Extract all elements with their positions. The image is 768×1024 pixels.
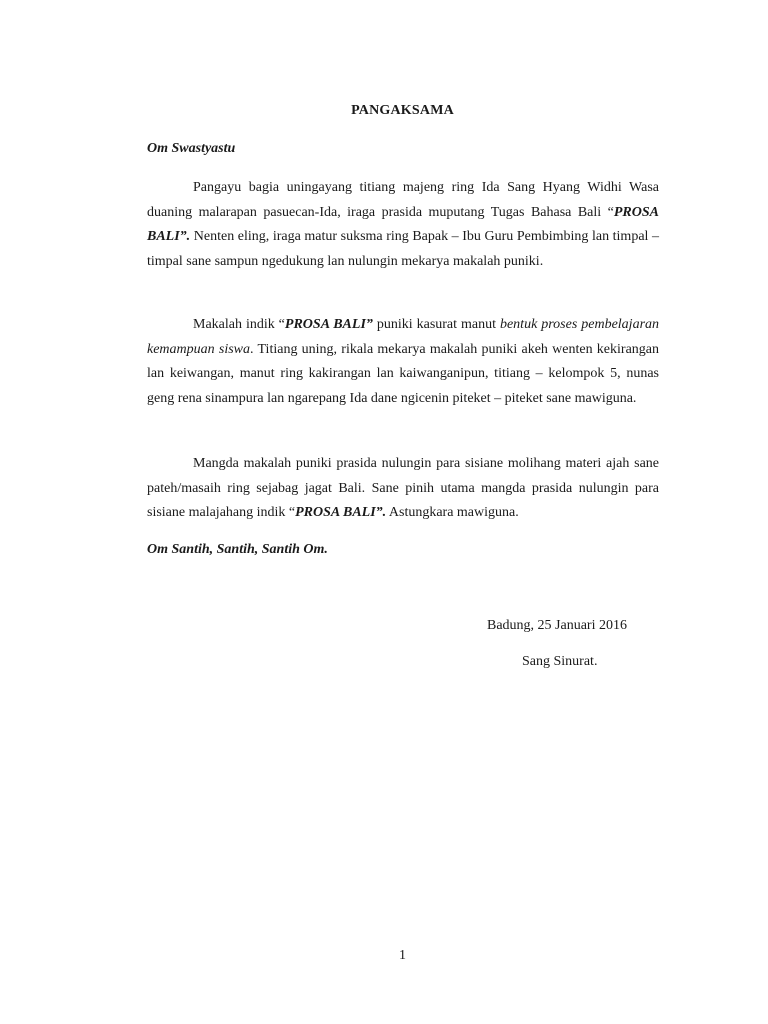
paragraph-2 (147, 313, 659, 411)
paragraph-2-text-end: . Titiang uning, rikala mekarya makalah puniki akeh wenten kekirangan lan keiwangan, manut ring kakirangan lan kaiwanganipun, titiang – kelompok 5, nunas geng rena sinampura lan ngarepang Ida dane ngicenin piteket – piteket sane mawiguna. (147, 341, 660, 406)
paragraph-3-text-cont: Astungkara mawiguna. (386, 505, 519, 520)
page-title: PANGAKSAMA (351, 103, 454, 118)
page-number: 1 (399, 948, 406, 963)
place-date: Badung, 25 Januari 2016 (487, 618, 627, 633)
paragraph-1 (147, 176, 659, 274)
paragraph-3-bold-title: PROSA BALI”. (295, 505, 387, 520)
paragraph-1-text-cont: Nenten eling, iraga matur suksma ring Bapak – Ibu Guru Pembimbing lan timpal – timpal sane sampun ngedukung lan nulungin mekarya makalah puniki. (147, 229, 659, 269)
opening-greeting: Om Swastyastu (147, 141, 236, 156)
paragraph-3 (147, 452, 659, 526)
paragraph-1-text: Pangayu bagia uningayang titiang majeng ring Ida Sang Hyang Widhi Wasa duaning malarapan pasuecan-Ida, iraga prasida muputang Tugas Bahasa Bali “ (147, 180, 659, 220)
paragraph-3-text: Mangda makalah puniki prasida nulungin para sisiane molihang materi ajah sane pateh/masaih ring sejabag jagat Bali. Sane pinih utama mangda prasida nulungin para sisiane malajahang indik “ (147, 456, 659, 520)
paragraph-2-text: Makalah indik “ (193, 317, 285, 332)
paragraph-2-text-cont: puniki kasurat manut (372, 317, 500, 332)
paragraph-1-bold-title: PROSA BALI”. (147, 204, 659, 244)
paragraph-2-italic-phrase: bentuk proses pembelajaran kemampuan siswa (147, 317, 660, 357)
closing-greeting: Om Santih, Santih, Santih Om. (147, 542, 328, 557)
paragraph-2-bold-title: PROSA BALI” (284, 317, 373, 332)
signature: Sang Sinurat. (522, 654, 598, 669)
